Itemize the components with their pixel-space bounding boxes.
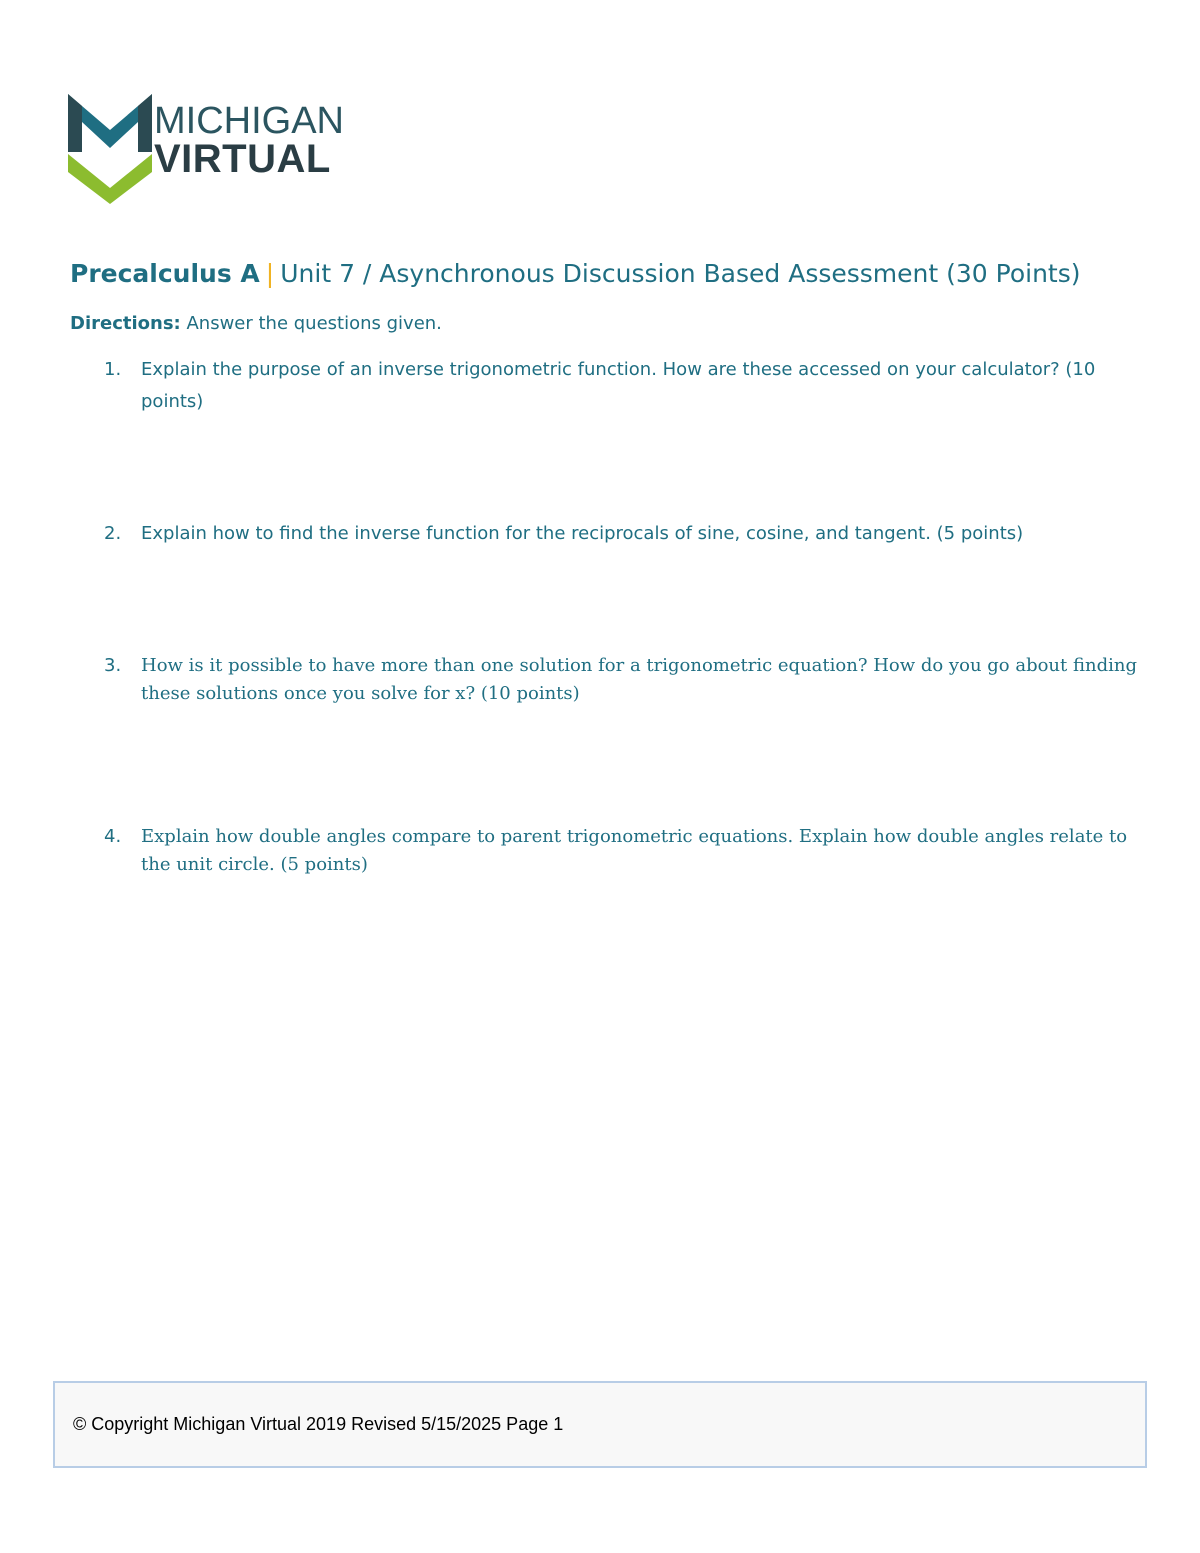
logo-text-virtual: VIRTUAL xyxy=(154,137,331,181)
page-title xyxy=(70,256,1081,292)
question-number: 4. xyxy=(104,826,122,847)
logo-text-michigan: MICHIGAN xyxy=(154,100,344,142)
title-separator: | xyxy=(265,259,275,288)
question-number: 3. xyxy=(104,655,122,676)
course-name: Precalculus A xyxy=(70,259,260,288)
question-text: Explain how to find the inverse function for the reciprocals of sine, cosine, and tangent. (5 points) xyxy=(141,523,1024,544)
directions-label: Directions: xyxy=(70,313,181,334)
logo-mark-icon xyxy=(68,92,152,206)
question-text: Explain the purpose of an inverse trigonometric function. How are these accessed on your calculator? (10 points) xyxy=(141,359,1096,412)
question-4 xyxy=(104,823,1144,879)
directions xyxy=(70,310,442,338)
question-number: 2. xyxy=(104,523,122,544)
question-text: Explain how double angles compare to parent trigonometric equations. Explain how double angles relate to the unit circle. (5 points) xyxy=(141,826,1128,875)
question-2 xyxy=(104,518,1144,550)
question-number: 1. xyxy=(104,359,122,380)
question-1 xyxy=(104,354,1144,418)
copyright-text: © Copyright Michigan Virtual 2019 Revised 5/15/2025 Page 1 xyxy=(73,1414,564,1434)
question-text: How is it possible to have more than one solution for a trigonometric equation? How do you go about finding these solutions once you solve for x? (10 points) xyxy=(141,655,1137,704)
question-3 xyxy=(104,652,1144,708)
assessment-title: Unit 7 / Asynchronous Discussion Based Assessment (30 Points) xyxy=(280,259,1081,288)
michigan-virtual-logo xyxy=(68,92,368,206)
directions-text: Answer the questions given. xyxy=(186,313,442,334)
page-footer xyxy=(53,1381,1147,1468)
